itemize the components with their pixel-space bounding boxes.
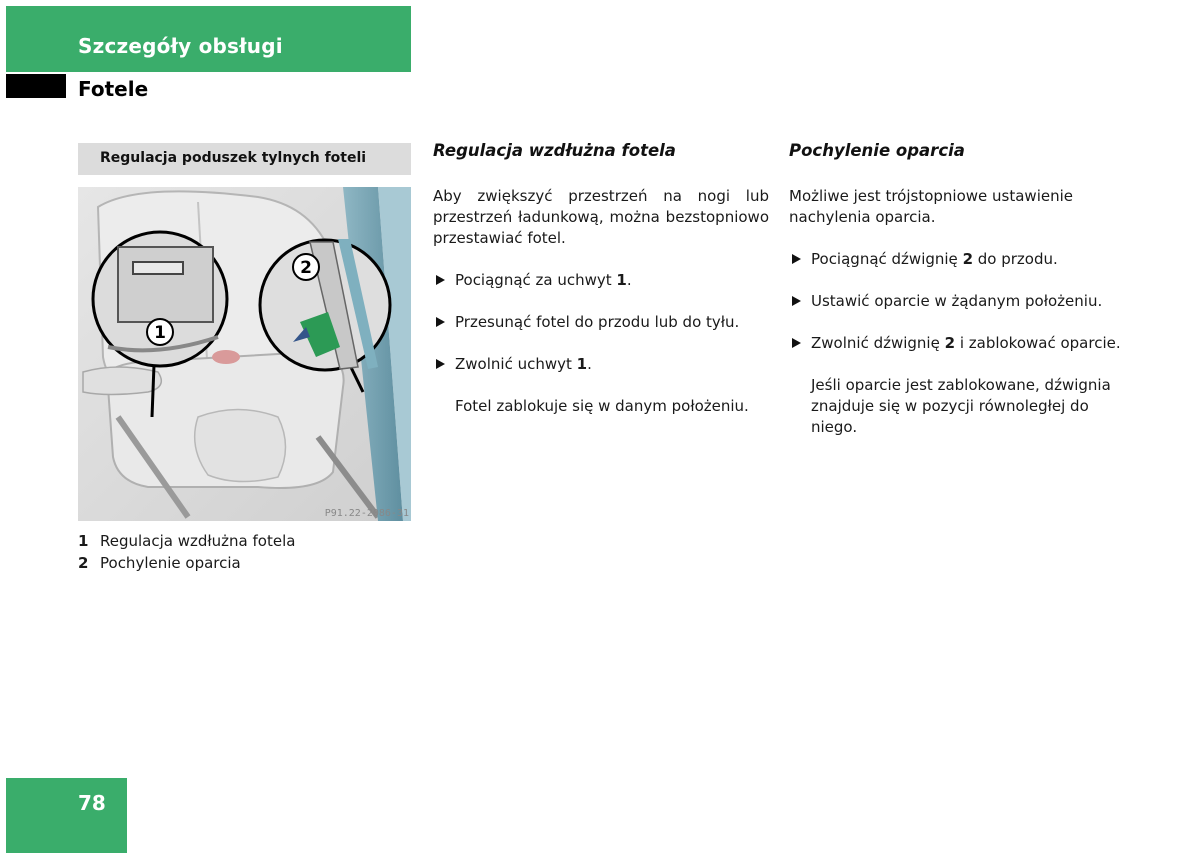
- legend-number: 1: [78, 532, 89, 550]
- page-number-band: [6, 778, 127, 853]
- legend-item: [78, 530, 295, 552]
- instruction-step: [433, 270, 769, 291]
- section-intro: Możliwe jest trójstopniowe ustawienie nachylenia oparcia.: [789, 187, 1073, 226]
- instruction-step: [789, 333, 1129, 354]
- subhead-title: Regulacja poduszek tylnych foteli: [100, 150, 367, 166]
- instruction-step: [433, 354, 769, 375]
- section-intro: Aby zwiększyć przestrzeń na nogi lub przestrzeń ładunkową, można bezstopniowo przestawiać fotel.: [433, 187, 769, 247]
- legend-item: [78, 552, 295, 574]
- section-heading: Pochylenie oparcia: [789, 141, 965, 160]
- instruction-step: [433, 312, 769, 333]
- step-text-end: .: [626, 271, 632, 289]
- step-arrow-icon: [436, 317, 445, 327]
- seat-illustration-drawing: [78, 187, 411, 521]
- step-arrow-icon: [792, 296, 801, 306]
- instruction-step: [789, 291, 1129, 312]
- backrest-tilt-section: [789, 140, 1129, 438]
- step-text-end: .: [587, 355, 592, 373]
- step-arrow-icon: [436, 275, 445, 285]
- step-note: Fotel zablokuje się w danym położeniu.: [455, 397, 749, 415]
- step-text-end: do przodu.: [973, 250, 1058, 268]
- step-ref: 1: [616, 271, 627, 289]
- section-heading: Regulacja wzdłużna fotela: [433, 141, 676, 160]
- step-ref: 1: [576, 355, 588, 373]
- step-text: Pociągnąć za uchwyt: [455, 271, 617, 289]
- step-text: Przesunąć fotel do przodu lub do tyłu.: [455, 313, 740, 331]
- callout-2-label: 2: [300, 258, 312, 278]
- step-text-end: i zablokować oparcie.: [955, 334, 1121, 352]
- step-text: Ustawić oparcie w żądanym położeniu.: [811, 292, 1103, 310]
- step-text: Zwolnić uchwyt: [455, 355, 577, 373]
- longitudinal-adjustment-section: [433, 140, 769, 417]
- page-title-marker: [6, 74, 66, 98]
- step-ref: 2: [962, 250, 973, 268]
- step-arrow-icon: [792, 338, 801, 348]
- step-arrow-icon: [792, 254, 801, 264]
- step-text: Zwolnić dźwignię: [811, 334, 945, 352]
- step-text: Pociągnąć dźwignię: [811, 250, 963, 268]
- step-note: Jeśli oparcie jest zablokowane, dźwignia znajduje się w pozycji równoległej do niego.: [811, 376, 1111, 436]
- illustration-legend: [78, 530, 295, 574]
- callout-1-label: 1: [154, 323, 166, 343]
- illustration-code: P91.22-2086-31: [324, 508, 409, 519]
- page-number: 78: [78, 791, 106, 815]
- legend-number: 2: [78, 554, 89, 572]
- page-title: Fotele: [78, 77, 149, 101]
- step-arrow-icon: [436, 359, 445, 369]
- instruction-step: [789, 249, 1129, 270]
- seat-illustration: [78, 187, 411, 521]
- step-ref: 2: [944, 334, 956, 352]
- legend-text: Pochylenie oparcia: [100, 554, 241, 572]
- section-title: Szczegóły obsługi: [78, 34, 283, 58]
- legend-text: Regulacja wzdłużna fotela: [100, 532, 296, 550]
